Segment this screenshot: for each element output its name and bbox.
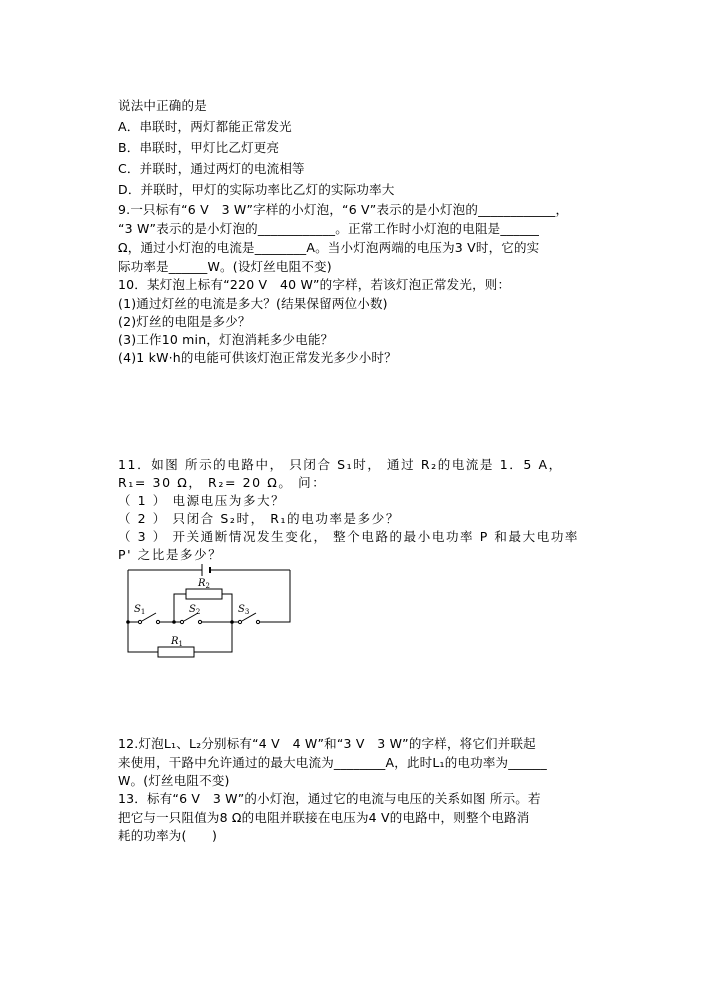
q13-line: 把它与一只阻值为8 Ω的电阻并联接在电压为4 V的电路中，则整个电路消 [118, 810, 530, 825]
q12-line: W。(灯丝电阻不变) [118, 773, 230, 788]
q11-line: P' 之比是多少？ [118, 547, 223, 562]
switch-s3-contact [256, 620, 259, 623]
q11-line: （ 2 ） 只闭合 S₂时， R₁的电功率是多少？ [118, 511, 400, 526]
junction-dot [172, 620, 176, 624]
switch-s1-contact [138, 620, 141, 623]
q8-option-c: C．并联时，通过两灯的电流相等 [118, 161, 305, 176]
wire [174, 594, 186, 622]
label-s1: $S_1$ [134, 604, 146, 616]
q8-option-b: B．串联时，甲灯比乙灯更亮 [118, 140, 280, 155]
q13-line: 13．标有“6 V 3 W”的小灯泡，通过它的电流与电压的关系如图 所示。若 [118, 791, 541, 806]
wire [222, 594, 232, 622]
q12-line: 来使用，干路中允许通过的最大电流为________A，此时L₁的电功率为______ [118, 755, 547, 770]
switch-s2-contact [180, 620, 183, 623]
resistor-r2 [186, 589, 222, 599]
q11-line: （ 1 ） 电源电压为多大？ [118, 493, 286, 508]
q10-line: 10．某灯泡上标有“220 V 40 W”的字样，若该灯泡正常发光，则： [118, 277, 511, 292]
q9-line: 9.一只标有“6 V 3 W”字样的小灯泡，“6 V”表示的是小灯泡的____________， [118, 202, 569, 217]
resistor-r1 [158, 647, 194, 657]
switch-s3-contact [238, 620, 241, 623]
label-r2: $R_2$ [198, 578, 210, 590]
junction-dot [230, 620, 234, 624]
q12-line: 12.灯泡L₁、L₂分别标有“4 V 4 W”和“3 V 3 W”的字样，将它们并联起 [118, 736, 536, 751]
q8-option-d: D．并联时，甲灯的实际功率比乙灯的实际功率大 [118, 182, 395, 197]
q8-stem-tail: 说法中正确的是 [118, 98, 207, 113]
q9-line: “3 W”表示的是小灯泡的____________。正常工作时小灯泡的电阻是______ [118, 221, 540, 236]
q9-line: 际功率是______W。(设灯丝电阻不变) [118, 259, 332, 274]
q9-line: Ω，通过小灯泡的电流是________A。当小灯泡两端的电压为3 V时，它的实 [118, 240, 540, 255]
wire [268, 570, 290, 622]
q10-line: (2)灯丝的电阻是多少？ [118, 314, 251, 329]
q11-line: 11．如图 所示的电路中， 只闭合 S₁时， 通过 R₂的电流是 1．5 A， [118, 457, 563, 472]
switch-s2-contact [198, 620, 201, 623]
label-r1: $R_1$ [171, 636, 183, 648]
junction-dot [126, 620, 130, 624]
q10-line: (1)通过灯丝的电流是多大？(结果保留两位小数) [118, 296, 388, 311]
q10-line: (3)工作10 min，灯泡消耗多少电能？ [118, 332, 334, 347]
q8-option-a: A．串联时，两灯都能正常发光 [118, 119, 292, 134]
label-s3: $S_3$ [238, 604, 250, 616]
switch-s1-contact [156, 620, 159, 623]
q10-line: (4)1 kW·h的电能可供该灯泡正常发光多少小时？ [118, 350, 397, 365]
wire [194, 622, 232, 652]
q13-line: 耗的功率为( ) [118, 828, 218, 843]
q11-line: R₁= 30 Ω， R₂= 20 Ω。 问： [118, 475, 327, 490]
q11-line: （ 3 ） 开关通断情况发生变化， 整个电路的最小电功率 P 和最大电功率 [118, 529, 580, 544]
label-s2: $S_2$ [189, 604, 201, 616]
circuit-diagram [118, 560, 298, 662]
